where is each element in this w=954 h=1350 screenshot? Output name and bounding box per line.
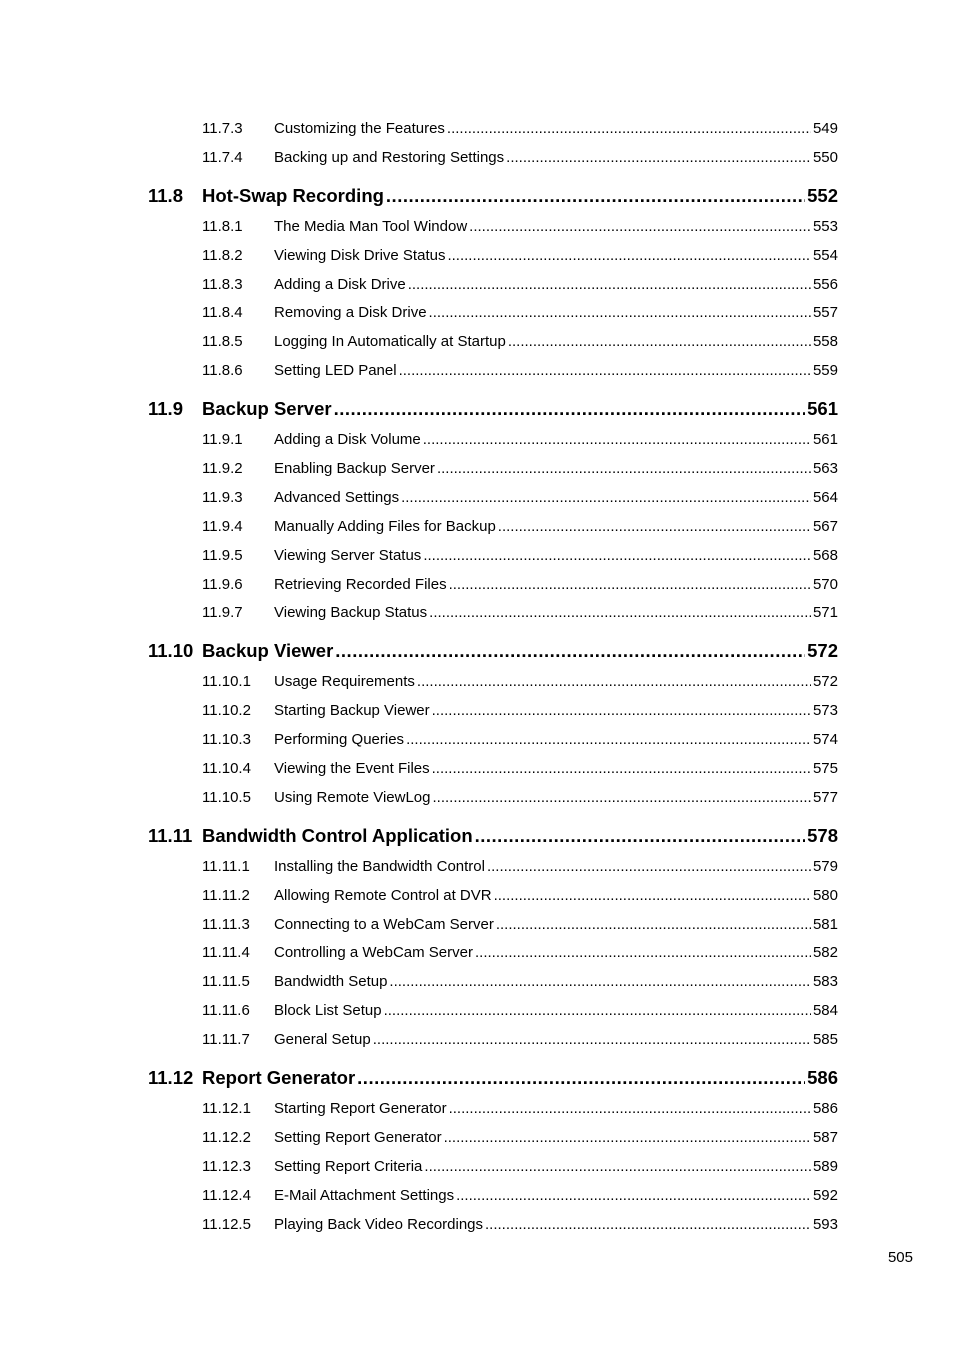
toc-entry-number: 11.10.5 (202, 788, 251, 806)
toc-entry-page: 559 (812, 362, 838, 380)
toc-entry-title: Retrieving Recorded Files (274, 575, 447, 593)
dot-leader (508, 328, 811, 357)
dot-leader (335, 634, 805, 668)
toc-entry-title: Report Generator (202, 1067, 356, 1089)
toc-entry-number: 11.11.3 (202, 915, 250, 933)
toc-entry-page: 582 (812, 944, 838, 962)
toc-entry-title: Setting Report Generator (274, 1128, 442, 1146)
dot-leader (423, 426, 811, 455)
toc-subsection-entry[interactable] (148, 513, 838, 542)
toc-entry-number: 11.12.1 (202, 1100, 251, 1118)
dot-leader (498, 513, 811, 542)
dot-leader (424, 1153, 811, 1182)
dot-leader (475, 939, 811, 968)
toc-subsection-entry[interactable] (148, 144, 838, 173)
toc-subsection-entry[interactable] (148, 853, 838, 882)
toc-entry-title: Installing the Bandwidth Control (274, 857, 485, 875)
toc-entry-title: Playing Back Video Recordings (274, 1215, 484, 1233)
toc-entry-title: Usage Requirements (274, 673, 415, 691)
dot-leader (449, 1095, 811, 1124)
toc-entry-page: 572 (807, 640, 838, 662)
toc-entry-number: 11.12.2 (202, 1128, 251, 1146)
toc-entry-title: Enabling Backup Server (274, 460, 435, 478)
dot-leader (496, 911, 811, 940)
toc-entry-page: 577 (812, 788, 838, 806)
toc-subsection-entry[interactable] (148, 271, 838, 300)
toc-subsection-entry[interactable] (148, 1124, 838, 1153)
toc-entry-title: Bandwidth Setup (274, 973, 388, 991)
toc-entry-page: 570 (812, 575, 838, 593)
toc-entry-title: Allowing Remote Control at DVR (274, 886, 492, 904)
toc-entry-number: 11.10.2 (202, 702, 251, 720)
toc-subsection-entry[interactable] (148, 1182, 838, 1211)
toc-entry-title: Performing Queries (274, 731, 405, 749)
toc-entry-page: 580 (812, 886, 838, 904)
toc-subsection-entry[interactable] (148, 939, 838, 968)
toc-entry-title: Backup Server (202, 398, 332, 420)
dot-leader (408, 271, 811, 300)
toc-entry-number: 11.8.2 (202, 246, 243, 264)
toc-entry-page: 554 (812, 246, 838, 264)
toc-entry-page: 585 (812, 1031, 838, 1049)
toc-subsection-entry[interactable] (148, 542, 838, 571)
toc-entry-number: 11.12.5 (202, 1215, 251, 1233)
toc-entry-number: 11.11 (148, 824, 193, 846)
toc-entry-number: 11.12.3 (202, 1157, 251, 1175)
toc-entry-number: 11.8 (148, 184, 183, 206)
toc-entry-page: 579 (812, 857, 838, 875)
toc-entry-number: 11.11.1 (202, 857, 250, 875)
toc-entry-title: Logging In Automatically at Startup (274, 333, 506, 351)
toc-entry-page: 564 (812, 488, 838, 506)
toc-entry-title: Removing a Disk Drive (274, 304, 427, 322)
toc-entry-number: 11.12 (148, 1067, 194, 1089)
dot-leader (406, 726, 811, 755)
toc-entry-title: Backup Viewer (202, 640, 334, 662)
toc-entry-number: 11.10 (148, 640, 194, 662)
dot-leader (373, 1026, 811, 1055)
toc-section-entry[interactable] (148, 634, 838, 668)
toc-entry-number: 11.9.2 (202, 460, 243, 478)
toc-subsection-entry[interactable] (148, 997, 838, 1026)
toc-entry-page: 561 (807, 398, 838, 420)
toc-entry-title: Advanced Settings (274, 488, 400, 506)
toc-entry-page: 587 (812, 1128, 838, 1146)
toc-section-entry[interactable] (148, 819, 838, 853)
dot-leader (386, 179, 805, 213)
toc-entry-page: 592 (812, 1186, 838, 1204)
toc-section-entry[interactable] (148, 392, 838, 426)
toc-entry-page: 552 (807, 184, 838, 206)
toc-subsection-entry[interactable] (148, 242, 838, 271)
toc-entry-title: Viewing the Event Files (274, 760, 430, 778)
toc-entry-title: Starting Report Generator (274, 1100, 447, 1118)
toc-entry-number: 11.8.1 (202, 217, 243, 235)
dot-leader (384, 997, 811, 1026)
dot-leader (401, 484, 811, 513)
toc-entry-title: Bandwidth Control Application (202, 824, 473, 846)
toc-entry-page: 589 (812, 1157, 838, 1175)
toc-entry-number: 11.11.7 (202, 1031, 250, 1049)
toc-entry-page: 568 (812, 546, 838, 564)
toc-entry-title: Customizing the Features (274, 120, 445, 137)
toc-entry-page: 553 (812, 217, 838, 235)
toc-entry-number: 11.9.5 (202, 546, 243, 564)
toc-entry-number: 11.9.4 (202, 517, 243, 535)
toc-subsection-entry[interactable] (148, 328, 838, 357)
toc-subsection-entry[interactable] (148, 115, 838, 144)
toc-entry-number: 11.10.3 (202, 731, 251, 749)
toc-subsection-entry[interactable] (148, 455, 838, 484)
toc-entry-page: 549 (812, 120, 838, 137)
toc-entry-page: 575 (812, 760, 838, 778)
toc-subsection-entry[interactable] (148, 1095, 838, 1124)
dot-leader (494, 882, 811, 911)
toc-entry-title: Adding a Disk Volume (274, 431, 421, 449)
dot-leader (469, 213, 811, 242)
toc-entry-title: Hot-Swap Recording (202, 184, 384, 206)
toc-entry-page: 563 (812, 460, 838, 478)
toc-subsection-entry[interactable] (148, 1211, 838, 1240)
toc-entry-title: Controlling a WebCam Server (274, 944, 473, 962)
dot-leader (399, 357, 811, 386)
dot-leader (429, 599, 811, 628)
toc-entry-number: 11.7.3 (202, 120, 243, 137)
toc-entry-page: 567 (812, 517, 838, 535)
dot-leader (475, 819, 806, 853)
toc-entry-title: Using Remote ViewLog (274, 788, 431, 806)
toc-entry-page: 593 (812, 1215, 838, 1233)
dot-leader (444, 1124, 811, 1153)
dot-leader (447, 242, 811, 271)
toc-entry-number: 11.11.5 (202, 973, 250, 991)
toc-subsection-entry[interactable] (148, 299, 838, 328)
toc-entry-title: Adding a Disk Drive (274, 275, 406, 293)
table-of-contents (148, 115, 838, 1240)
toc-entry-page: 573 (812, 702, 838, 720)
toc-section-entry[interactable] (148, 179, 838, 213)
toc-entry-page: 584 (812, 1002, 838, 1020)
toc-entry-number: 11.8.5 (202, 333, 243, 351)
dot-leader (447, 115, 811, 144)
toc-entry-page: 557 (812, 304, 838, 322)
toc-entry-page: 574 (812, 731, 838, 749)
toc-entry-title: Viewing Backup Status (274, 604, 428, 622)
dot-leader (437, 455, 811, 484)
toc-entry-title: Setting Report Criteria (274, 1157, 423, 1175)
toc-entry-title: Backing up and Restoring Settings (274, 148, 505, 166)
toc-entry-title: Viewing Disk Drive Status (274, 246, 446, 264)
toc-entry-number: 11.8.6 (202, 362, 243, 380)
dot-leader (456, 1182, 811, 1211)
toc-subsection-entry[interactable] (148, 968, 838, 997)
toc-subsection-entry[interactable] (148, 726, 838, 755)
dot-leader (432, 784, 810, 813)
toc-entry-title: Setting LED Panel (274, 362, 397, 380)
toc-entry-page: 550 (812, 148, 838, 166)
toc-subsection-entry[interactable] (148, 357, 838, 386)
dot-leader (429, 299, 811, 328)
toc-subsection-entry[interactable] (148, 911, 838, 940)
toc-entry-number: 11.7.4 (202, 148, 243, 166)
toc-entry-number: 11.8.4 (202, 304, 243, 322)
toc-entry-page: 583 (812, 973, 838, 991)
toc-subsection-entry[interactable] (148, 784, 838, 813)
toc-entry-title: Block List Setup (274, 1002, 382, 1020)
toc-subsection-entry[interactable] (148, 697, 838, 726)
dot-leader (334, 392, 806, 426)
toc-entry-page: 578 (807, 824, 838, 846)
toc-subsection-entry[interactable] (148, 882, 838, 911)
toc-entry-number: 11.9.6 (202, 575, 243, 593)
toc-entry-number: 11.12.4 (202, 1186, 251, 1204)
toc-subsection-entry[interactable] (148, 755, 838, 784)
dot-leader (389, 968, 811, 997)
toc-entry-number: 11.11.4 (202, 944, 250, 962)
toc-entry-title: Starting Backup Viewer (274, 702, 430, 720)
toc-subsection-entry[interactable] (148, 484, 838, 513)
page-number: 505 (887, 1249, 913, 1266)
toc-entry-page: 571 (812, 604, 838, 622)
toc-entry-number: 11.10.1 (202, 673, 251, 691)
toc-section-entry[interactable] (148, 1061, 838, 1095)
toc-entry-page: 561 (812, 431, 838, 449)
toc-entry-title: Connecting to a WebCam Server (274, 915, 494, 933)
toc-subsection-entry[interactable] (148, 213, 838, 242)
dot-leader (485, 1211, 811, 1240)
toc-entry-number: 11.9.3 (202, 488, 243, 506)
dot-leader (423, 542, 811, 571)
toc-entry-page: 586 (812, 1100, 838, 1118)
toc-entry-title: General Setup (274, 1031, 371, 1049)
dot-leader (417, 668, 811, 697)
toc-subsection-entry[interactable] (148, 571, 838, 600)
toc-subsection-entry[interactable] (148, 668, 838, 697)
toc-entry-number: 11.10.4 (202, 760, 251, 778)
toc-subsection-entry[interactable] (148, 1026, 838, 1055)
toc-entry-number: 11.9.1 (202, 431, 243, 449)
toc-subsection-entry[interactable] (148, 1153, 838, 1182)
toc-entry-page: 558 (812, 333, 838, 351)
toc-entry-page: 581 (812, 915, 838, 933)
dot-leader (487, 853, 811, 882)
toc-entry-page: 556 (812, 275, 838, 293)
dot-leader (432, 697, 811, 726)
toc-entry-number: 11.11.2 (202, 886, 250, 904)
toc-entry-number: 11.9.7 (202, 604, 243, 622)
toc-entry-title: The Media Man Tool Window (274, 217, 468, 235)
toc-subsection-entry[interactable] (148, 426, 838, 455)
toc-entry-number: 11.11.6 (202, 1002, 250, 1020)
toc-entry-number: 11.8.3 (202, 275, 243, 293)
dot-leader (506, 144, 811, 173)
toc-subsection-entry[interactable] (148, 599, 838, 628)
toc-entry-title: E-Mail Attachment Settings (274, 1186, 455, 1204)
toc-entry-page: 586 (807, 1067, 838, 1089)
dot-leader (357, 1061, 805, 1095)
dot-leader (449, 571, 811, 600)
toc-entry-title: Manually Adding Files for Backup (274, 517, 496, 535)
toc-entry-number: 11.9 (148, 398, 183, 420)
toc-entry-title: Viewing Server Status (274, 546, 422, 564)
toc-entry-page: 572 (812, 673, 838, 691)
dot-leader (432, 755, 811, 784)
